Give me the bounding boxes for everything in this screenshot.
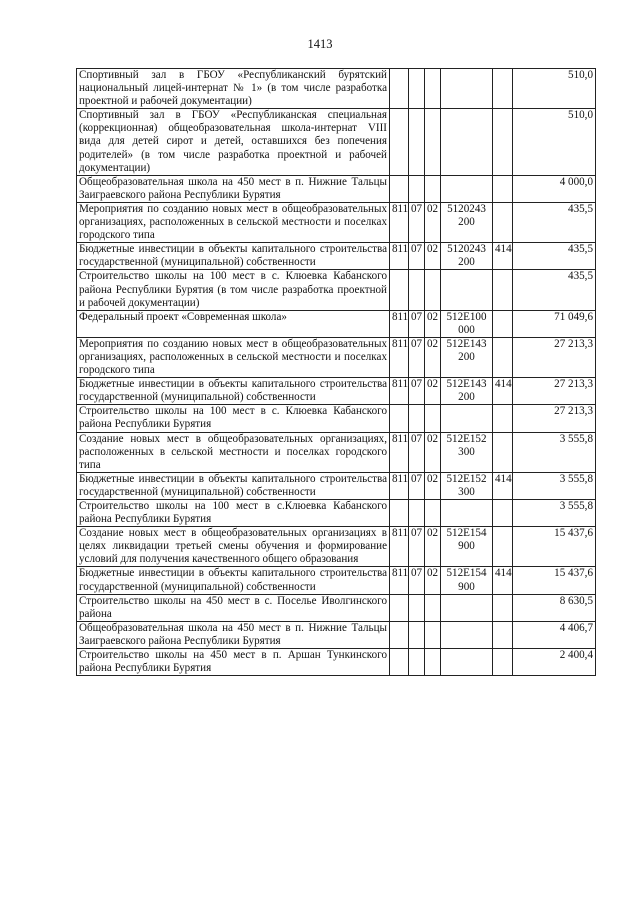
row-sum-cell: 4 000,0 — [513, 175, 596, 202]
row-rz-code-cell: 07 — [409, 243, 425, 270]
row-rz-code-cell: 07 — [409, 202, 425, 242]
row-vr-code-cell: 414 — [493, 567, 513, 594]
row-rz-code-cell — [409, 175, 425, 202]
row-sum-cell: 435,5 — [513, 243, 596, 270]
row-sum-cell: 15 437,6 — [513, 527, 596, 567]
row-gr-code-cell: 811 — [390, 378, 409, 405]
row-rz-code-cell — [409, 270, 425, 310]
row-name-cell: Создание новых мест в общеобразовательных организациях, расположенных в сельской местности и поселках городского типа — [77, 432, 390, 472]
row-cs-code-cell: 512E143 200 — [441, 378, 493, 405]
row-rz-code-cell — [409, 649, 425, 676]
row-rz-code-cell: 07 — [409, 527, 425, 567]
row-sum-cell: 510,0 — [513, 109, 596, 175]
row-cs-code-cell: 5120243 200 — [441, 202, 493, 242]
table-row — [77, 500, 596, 527]
row-pr-code-cell: 02 — [425, 310, 441, 337]
row-pr-code-cell: 02 — [425, 243, 441, 270]
row-name-cell: Бюджетные инвестиции в объекты капитального строительства государственной (муниципальной) собственности — [77, 567, 390, 594]
row-cs-code-cell: 512E154 900 — [441, 527, 493, 567]
row-cs-code-cell: 512E154 900 — [441, 567, 493, 594]
row-pr-code-cell — [425, 500, 441, 527]
row-cs-code-cell — [441, 649, 493, 676]
row-pr-code-cell: 02 — [425, 378, 441, 405]
row-name-cell: Федеральный проект «Современная школа» — [77, 310, 390, 337]
row-name-cell: Строительство школы на 100 мест в с. Клюевка Кабанского района Республики Бурятия — [77, 405, 390, 432]
table-row — [77, 567, 596, 594]
row-cs-code-cell: 512E152 300 — [441, 432, 493, 472]
table-row — [77, 202, 596, 242]
row-vr-code-cell — [493, 270, 513, 310]
table-row — [77, 270, 596, 310]
row-pr-code-cell — [425, 109, 441, 175]
row-rz-code-cell: 07 — [409, 472, 425, 499]
table-row — [77, 649, 596, 676]
table-row — [77, 310, 596, 337]
row-rz-code-cell — [409, 405, 425, 432]
row-rz-code-cell: 07 — [409, 378, 425, 405]
row-cs-code-cell: 5120243 200 — [441, 243, 493, 270]
table-row — [77, 432, 596, 472]
row-gr-code-cell: 811 — [390, 310, 409, 337]
row-gr-code-cell — [390, 270, 409, 310]
row-name-cell: Строительство школы на 450 мест в п. Аршан Тункинского района Республики Бурятия — [77, 649, 390, 676]
row-name-cell: Строительство школы на 100 мест в с. Клюевка Кабанского района Республики Бурятия (в том числе разработка проектной и рабочей документации) — [77, 270, 390, 310]
table-row — [77, 405, 596, 432]
table-row — [77, 378, 596, 405]
row-pr-code-cell — [425, 175, 441, 202]
row-vr-code-cell — [493, 649, 513, 676]
row-sum-cell: 71 049,6 — [513, 310, 596, 337]
row-gr-code-cell — [390, 500, 409, 527]
table-row — [77, 69, 596, 109]
row-vr-code-cell: 414 — [493, 378, 513, 405]
row-vr-code-cell — [493, 109, 513, 175]
row-sum-cell: 3 555,8 — [513, 432, 596, 472]
row-pr-code-cell — [425, 649, 441, 676]
table-row — [77, 621, 596, 648]
row-rz-code-cell — [409, 109, 425, 175]
row-gr-code-cell — [390, 175, 409, 202]
row-gr-code-cell: 811 — [390, 202, 409, 242]
row-sum-cell: 3 555,8 — [513, 500, 596, 527]
table-row — [77, 243, 596, 270]
row-cs-code-cell — [441, 175, 493, 202]
row-gr-code-cell — [390, 405, 409, 432]
row-sum-cell: 3 555,8 — [513, 472, 596, 499]
row-vr-code-cell — [493, 202, 513, 242]
row-vr-code-cell — [493, 594, 513, 621]
row-sum-cell: 15 437,6 — [513, 567, 596, 594]
row-vr-code-cell — [493, 621, 513, 648]
row-rz-code-cell: 07 — [409, 337, 425, 377]
table-row — [77, 472, 596, 499]
row-cs-code-cell — [441, 270, 493, 310]
row-gr-code-cell — [390, 621, 409, 648]
row-cs-code-cell — [441, 594, 493, 621]
row-cs-code-cell — [441, 69, 493, 109]
row-sum-cell: 2 400,4 — [513, 649, 596, 676]
row-name-cell: Бюджетные инвестиции в объекты капитального строительства государственной (муниципальной) собственности — [77, 243, 390, 270]
row-pr-code-cell: 02 — [425, 337, 441, 377]
row-pr-code-cell: 02 — [425, 527, 441, 567]
row-gr-code-cell: 811 — [390, 567, 409, 594]
row-cs-code-cell — [441, 405, 493, 432]
row-vr-code-cell — [493, 310, 513, 337]
row-cs-code-cell — [441, 109, 493, 175]
row-vr-code-cell — [493, 432, 513, 472]
row-name-cell: Общеобразовательная школа на 450 мест в п. Нижние Тальцы Заиграевского района Республики Бурятия — [77, 175, 390, 202]
row-gr-code-cell — [390, 594, 409, 621]
row-rz-code-cell: 07 — [409, 310, 425, 337]
row-name-cell: Мероприятия по созданию новых мест в общеобразовательных организациях, расположенных в сельской местности и поселках городского типа — [77, 202, 390, 242]
row-pr-code-cell — [425, 69, 441, 109]
row-sum-cell: 435,5 — [513, 202, 596, 242]
table-row — [77, 175, 596, 202]
table-row — [77, 527, 596, 567]
row-pr-code-cell: 02 — [425, 202, 441, 242]
row-rz-code-cell: 07 — [409, 432, 425, 472]
row-gr-code-cell: 811 — [390, 527, 409, 567]
budget-table-body — [77, 69, 596, 676]
row-name-cell: Мероприятия по созданию новых мест в общеобразовательных организациях, расположенных в сельской местности и поселках городского типа — [77, 337, 390, 377]
row-gr-code-cell — [390, 69, 409, 109]
row-pr-code-cell — [425, 270, 441, 310]
row-name-cell: Строительство школы на 100 мест в с.Клюевка Кабанского района Республики Бурятия — [77, 500, 390, 527]
row-vr-code-cell: 414 — [493, 243, 513, 270]
row-vr-code-cell — [493, 337, 513, 377]
row-cs-code-cell — [441, 621, 493, 648]
row-rz-code-cell — [409, 621, 425, 648]
page-number: 1413 — [307, 37, 333, 51]
row-sum-cell: 27 213,3 — [513, 337, 596, 377]
row-rz-code-cell — [409, 500, 425, 527]
row-sum-cell: 27 213,3 — [513, 378, 596, 405]
row-pr-code-cell: 02 — [425, 432, 441, 472]
row-rz-code-cell — [409, 69, 425, 109]
budget-table — [76, 68, 596, 676]
row-gr-code-cell: 811 — [390, 243, 409, 270]
row-gr-code-cell: 811 — [390, 472, 409, 499]
row-name-cell: Спортивный зал в ГБОУ «Республиканская специальная (коррекционная) общеобразовательная школа-интернат VIII вида для детей сирот и детей, оставшихся без попечения родителей» (в том числе разработка проектной и рабочей документации) — [77, 109, 390, 175]
row-name-cell: Строительство школы на 450 мест в с. Поселье Иволгинского района — [77, 594, 390, 621]
row-name-cell: Спортивный зал в ГБОУ «Республиканский бурятский национальный лицей-интернат № 1» (в том числе разработка проектной и рабочей документации) — [77, 69, 390, 109]
row-pr-code-cell: 02 — [425, 472, 441, 499]
row-rz-code-cell: 07 — [409, 567, 425, 594]
row-vr-code-cell — [493, 527, 513, 567]
row-cs-code-cell: 512E143 200 — [441, 337, 493, 377]
row-gr-code-cell: 811 — [390, 432, 409, 472]
row-vr-code-cell — [493, 500, 513, 527]
row-pr-code-cell — [425, 621, 441, 648]
row-vr-code-cell — [493, 69, 513, 109]
row-sum-cell: 4 406,7 — [513, 621, 596, 648]
row-sum-cell: 510,0 — [513, 69, 596, 109]
row-pr-code-cell — [425, 405, 441, 432]
row-gr-code-cell — [390, 109, 409, 175]
row-gr-code-cell — [390, 649, 409, 676]
row-sum-cell: 8 630,5 — [513, 594, 596, 621]
row-vr-code-cell — [493, 405, 513, 432]
row-name-cell: Создание новых мест в общеобразовательных организациях в целях ликвидации третьей смены обучения и формирование условий для получения качественного общего образования — [77, 527, 390, 567]
row-vr-code-cell — [493, 175, 513, 202]
row-cs-code-cell: 512E152 300 — [441, 472, 493, 499]
row-rz-code-cell — [409, 594, 425, 621]
row-cs-code-cell: 512E100 000 — [441, 310, 493, 337]
row-sum-cell: 435,5 — [513, 270, 596, 310]
row-cs-code-cell — [441, 500, 493, 527]
row-name-cell: Общеобразовательная школа на 450 мест в п. Нижние Тальцы Заиграевского района Республики Бурятия — [77, 621, 390, 648]
row-vr-code-cell: 414 — [493, 472, 513, 499]
row-sum-cell: 27 213,3 — [513, 405, 596, 432]
row-name-cell: Бюджетные инвестиции в объекты капитального строительства государственной (муниципальной) собственности — [77, 472, 390, 499]
row-name-cell: Бюджетные инвестиции в объекты капитального строительства государственной (муниципальной) собственности — [77, 378, 390, 405]
table-row — [77, 594, 596, 621]
table-row — [77, 337, 596, 377]
row-pr-code-cell: 02 — [425, 567, 441, 594]
table-row — [77, 109, 596, 175]
row-pr-code-cell — [425, 594, 441, 621]
row-gr-code-cell: 811 — [390, 337, 409, 377]
